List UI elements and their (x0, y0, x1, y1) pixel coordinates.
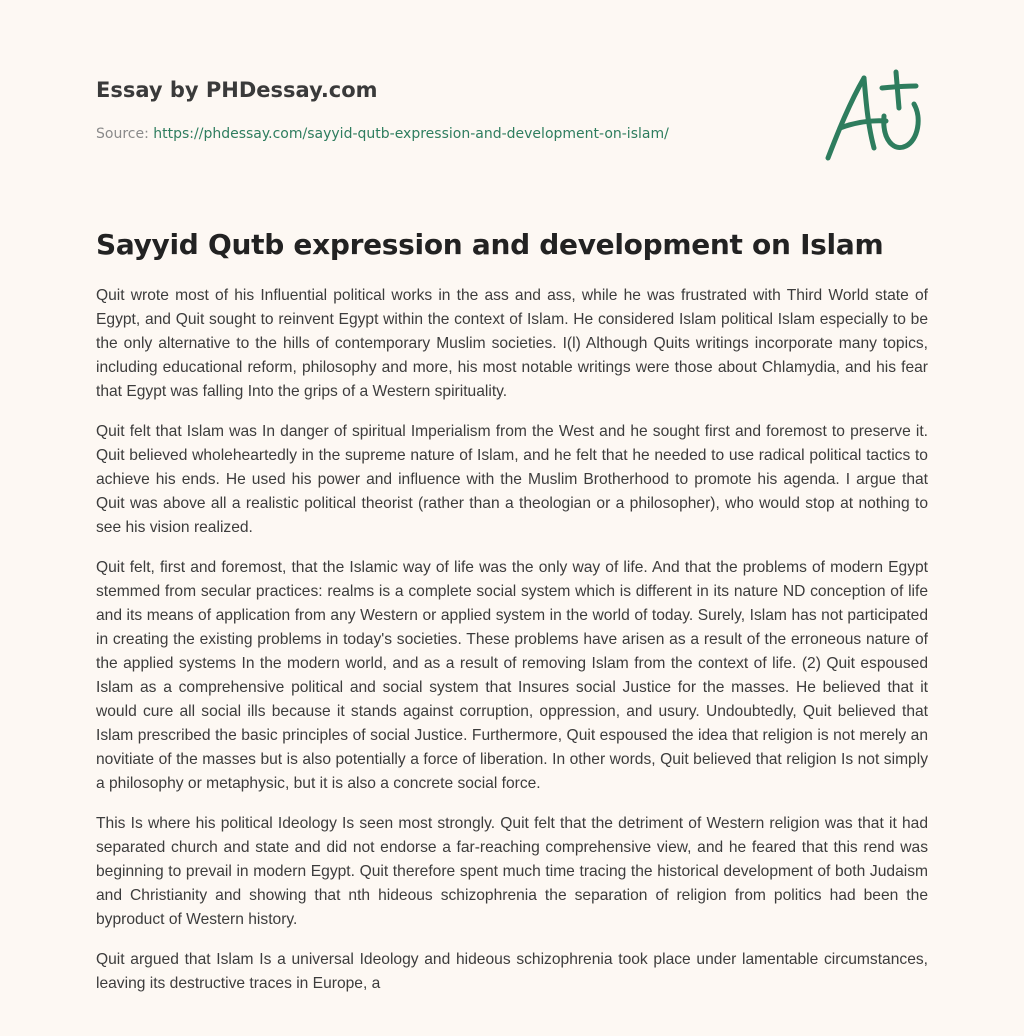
essay-paragraph: Quit felt, first and foremost, that the Islamic way of life was the only way of life. And that the problems of modern Egypt stemmed from secular practices: realms is a complete social system which is different in its nature ND conception of life and its means of application from any Western or applied system in the world of today. Surely, Islam has not participated in creating the existing problems in today's societies. These problems have arisen as a result of the erroneous nature of the applied systems In the modern world, and as a result of removing Islam from the context of life. (2) Quit espoused Islam as a comprehensive political and social system that Insures social Justice for the masses. He believed that it would cure all social ills because it stands against corruption, oppression, and usury. Undoubtedly, Quit believed that Islam prescribed the basic principles of social Justice. Furthermore, Quit espoused the idea that religion is not merely an novitiate of the masses but is also potentially a force of liberation. In other words, Quit believed that religion Is not simply a philosophy or metaphysic, but it is also a concrete social force. (96, 559, 928, 792)
essay-paragraph: Quit argued that Islam Is a universal Ideology and hideous schizophrenia took place under lamentable circumstances, leaving its destructive traces in Europe, a (96, 951, 928, 992)
a-plus-logo-svg (820, 64, 930, 164)
essay-paragraph: Quit wrote most of his Influential political works in the ass and ass, while he was frustrated with Third World state of Egypt, and Quit sought to reinvent Egypt within the context of Islam. He considered Islam political Islam especially to be the only alternative to the hills of contemporary Muslim societies. I(l) Although Quits writings incorporate many topics, including educational reform, philosophy and more, his most notable writings were those about Chlamydia, and his fear that Egypt was falling Into the grips of a Western spirituality. (96, 287, 928, 400)
source-link[interactable]: https://phdessay.com/sayyid-qutb-expression-and-development-on-islam/ (153, 126, 669, 142)
essay-body (96, 284, 928, 1012)
site-brand: Essay by PHDessay.com (96, 78, 378, 102)
essay-header (96, 76, 796, 144)
source-line (96, 124, 796, 144)
essay-paragraph: This Is where his political Ideology Is seen most strongly. Quit felt that the detriment of Western religion was that it had separated church and state and did not endorse a far-reaching comprehensive view, and he feared that this rend was beginning to prevail in modern Egypt. Quit therefore spent much time tracing the historical development of both Judaism and Christianity and showing that nth hideous schizophrenia the separation of religion from politics had been the byproduct of Western history. (96, 815, 928, 928)
a-plus-logo-icon (820, 64, 930, 164)
essay-paragraph: Quit felt that Islam was In danger of spiritual Imperialism from the West and he sought first and foremost to preserve it. Quit believed wholeheartedly in the supreme nature of Islam, and he felt that he needed to use radical political tactics to achieve his ends. He used his power and influence with the Muslim Brotherhood to promote his agenda. I argue that Quit was above all a realistic political theorist (rather than a theologian or a philosopher), who would stop at nothing to see his vision realized. (96, 423, 928, 536)
essay-title: Sayyid Qutb expression and development on Islam (96, 228, 884, 261)
source-label: Source: (96, 126, 149, 142)
